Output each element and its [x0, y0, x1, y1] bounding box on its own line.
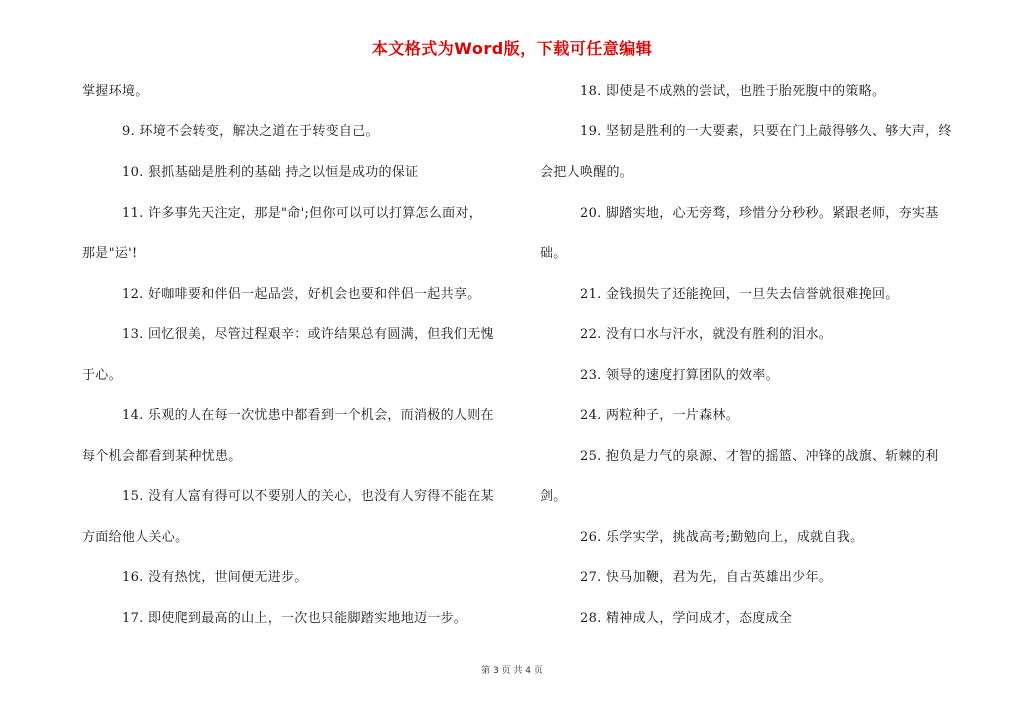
- text-line: 21. 金钱损失了还能挽回，一旦失去信誉就很难挽回。: [580, 287, 899, 302]
- text-line: 11. 许多事先天注定，那是"命';但你可以可以打算怎么面对，: [122, 206, 483, 221]
- text-line: 25. 抱负是力气的泉源、才智的摇篮、冲锋的战旗、斩棘的利: [580, 449, 939, 464]
- text-line: 12. 好咖啡要和伴侣一起品尝，好机会也要和伴侣一起共享。: [122, 287, 481, 302]
- text-line: 掌握环境。: [82, 84, 149, 99]
- text-line: 23. 领导的速度打算团队的效率。: [580, 368, 779, 383]
- text-line: 18. 即使是不成熟的尝试，也胜于胎死腹中的策略。: [580, 84, 886, 99]
- text-line: 27. 快马加鞭，君为先，自古英雄出少年。: [580, 570, 833, 585]
- text-line: 22. 没有口水与汗水，就没有胜利的泪水。: [580, 327, 833, 342]
- text-line: 17. 即使爬到最高的山上，一次也只能脚踏实地地迈一步。: [122, 611, 468, 626]
- text-line: 19. 坚韧是胜利的一大要素，只要在门上敲得够久、够大声，终: [580, 124, 952, 139]
- document-header: 本文格式为Word版，下载可任意编辑: [371, 39, 653, 58]
- text-line: 方面给他人关心。: [82, 530, 189, 545]
- text-line: 26. 乐学实学，挑战高考;勤勉向上，成就自我。: [580, 530, 864, 545]
- text-line: 每个机会都看到某种忧患。: [82, 449, 242, 464]
- text-line: 15. 没有人富有得可以不要别人的关心，也没有人穷得不能在某: [122, 489, 494, 504]
- page-number: 第 3 页 共 4 页: [481, 666, 543, 676]
- text-line: 13. 回忆很美，尽管过程艰辛：或许结果总有圆满，但我们无愧: [122, 327, 494, 342]
- text-line: 20. 脚踏实地，心无旁骛，珍惜分分秒秒。紧跟老师，夯实基: [580, 206, 939, 221]
- text-line: 16. 没有热忱，世间便无进步。: [122, 570, 308, 585]
- text-line: 10. 狠抓基础是胜利的基础 持之以恒是成功的保证: [122, 165, 419, 180]
- text-line: 24. 两粒种子，一片森林。: [580, 408, 740, 423]
- text-line: 14. 乐观的人在每一次忧患中都看到一个机会，而消极的人则在: [122, 408, 494, 423]
- text-line: 础。: [540, 246, 567, 261]
- text-line: 于心。: [82, 368, 122, 383]
- text-line: 28. 精神成人，学问成才，态度成全: [580, 611, 793, 626]
- text-line: 剑。: [540, 489, 567, 504]
- text-line: 9. 环境不会转变，解决之道在于转变自己。: [122, 124, 379, 139]
- text-line: 会把人唤醒的。: [540, 165, 634, 180]
- text-line: 那是"运'!: [82, 246, 138, 261]
